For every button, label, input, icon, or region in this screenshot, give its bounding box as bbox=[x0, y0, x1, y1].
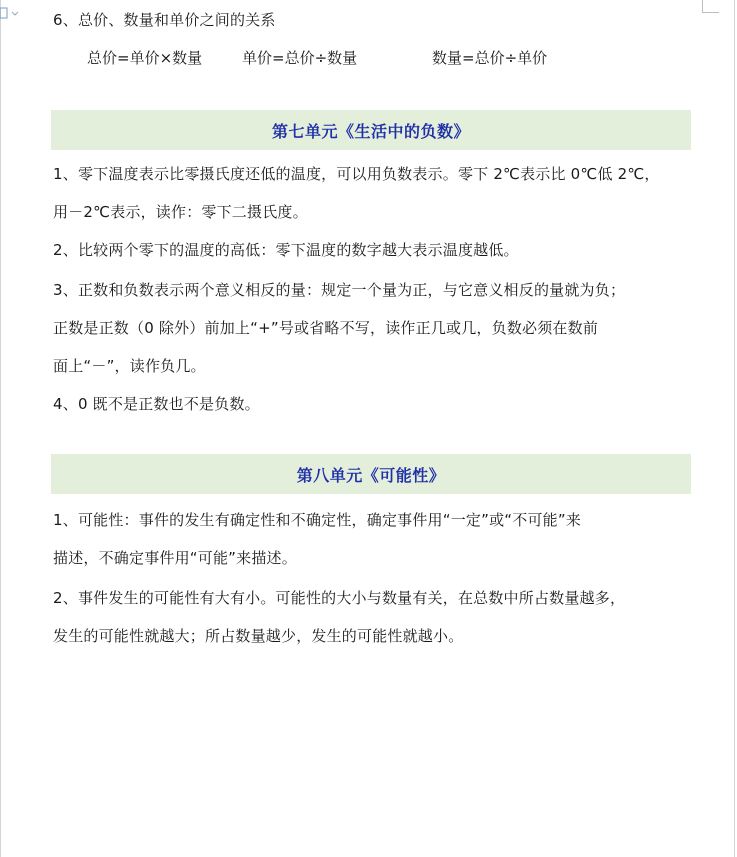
unit7-line-2: 用－2℃表示，读作：零下二摄氏度。 bbox=[53, 203, 308, 221]
margin-handle-icon[interactable] bbox=[0, 6, 22, 22]
unit8-line-1: 1、可能性：事件的发生有确定性和不确定性，确定事件用“一定”或“不可能”来 bbox=[53, 511, 582, 529]
section6-heading: 6、总价、数量和单价之间的关系 bbox=[53, 11, 276, 29]
page-left-edge bbox=[0, 0, 1, 857]
unit8-title: 第八单元《可能性》 bbox=[296, 465, 446, 485]
formula-total-price: 总价=单价×数量 bbox=[87, 49, 203, 67]
unit8-line-4: 发生的可能性就越大；所占数量越少，发生的可能性就越小。 bbox=[53, 627, 464, 645]
unit7-line-5: 正数是正数（0 除外）前加上“+”号或省略不写，读作正几或几，负数必须在数前 bbox=[53, 319, 599, 337]
unit7-line-7: 4、0 既不是正数也不是负数。 bbox=[53, 395, 260, 413]
unit7-line-6: 面上“－”，读作负几。 bbox=[53, 357, 206, 375]
page-right-edge bbox=[734, 0, 735, 857]
unit7-line-4: 3、正数和负数表示两个意义相反的量：规定一个量为正，与它意义相反的量就为负； bbox=[53, 281, 626, 299]
unit8-line-3: 2、事件发生的可能性有大有小。可能性的大小与数量有关，在总数中所占数量越多， bbox=[53, 589, 626, 607]
formula-quantity: 数量=总价÷单价 bbox=[432, 49, 548, 67]
formula-unit-price: 单价=总价÷数量 bbox=[242, 49, 358, 67]
unit8-line-2: 描述，不确定事件用“可能”来描述。 bbox=[53, 549, 297, 567]
unit7-banner bbox=[51, 110, 691, 150]
unit7-title: 第七单元《生活中的负数》 bbox=[271, 121, 470, 141]
unit7-line-3: 2、比较两个零下的温度的高低：零下温度的数字越大表示温度越低。 bbox=[53, 241, 519, 259]
unit8-banner bbox=[51, 454, 691, 494]
margin-corner-mark bbox=[702, 0, 719, 13]
unit7-line-1: 1、零下温度表示比零摄氏度还低的温度，可以用负数表示。零下 2℃表示比 0℃低 2℃， bbox=[53, 165, 660, 183]
